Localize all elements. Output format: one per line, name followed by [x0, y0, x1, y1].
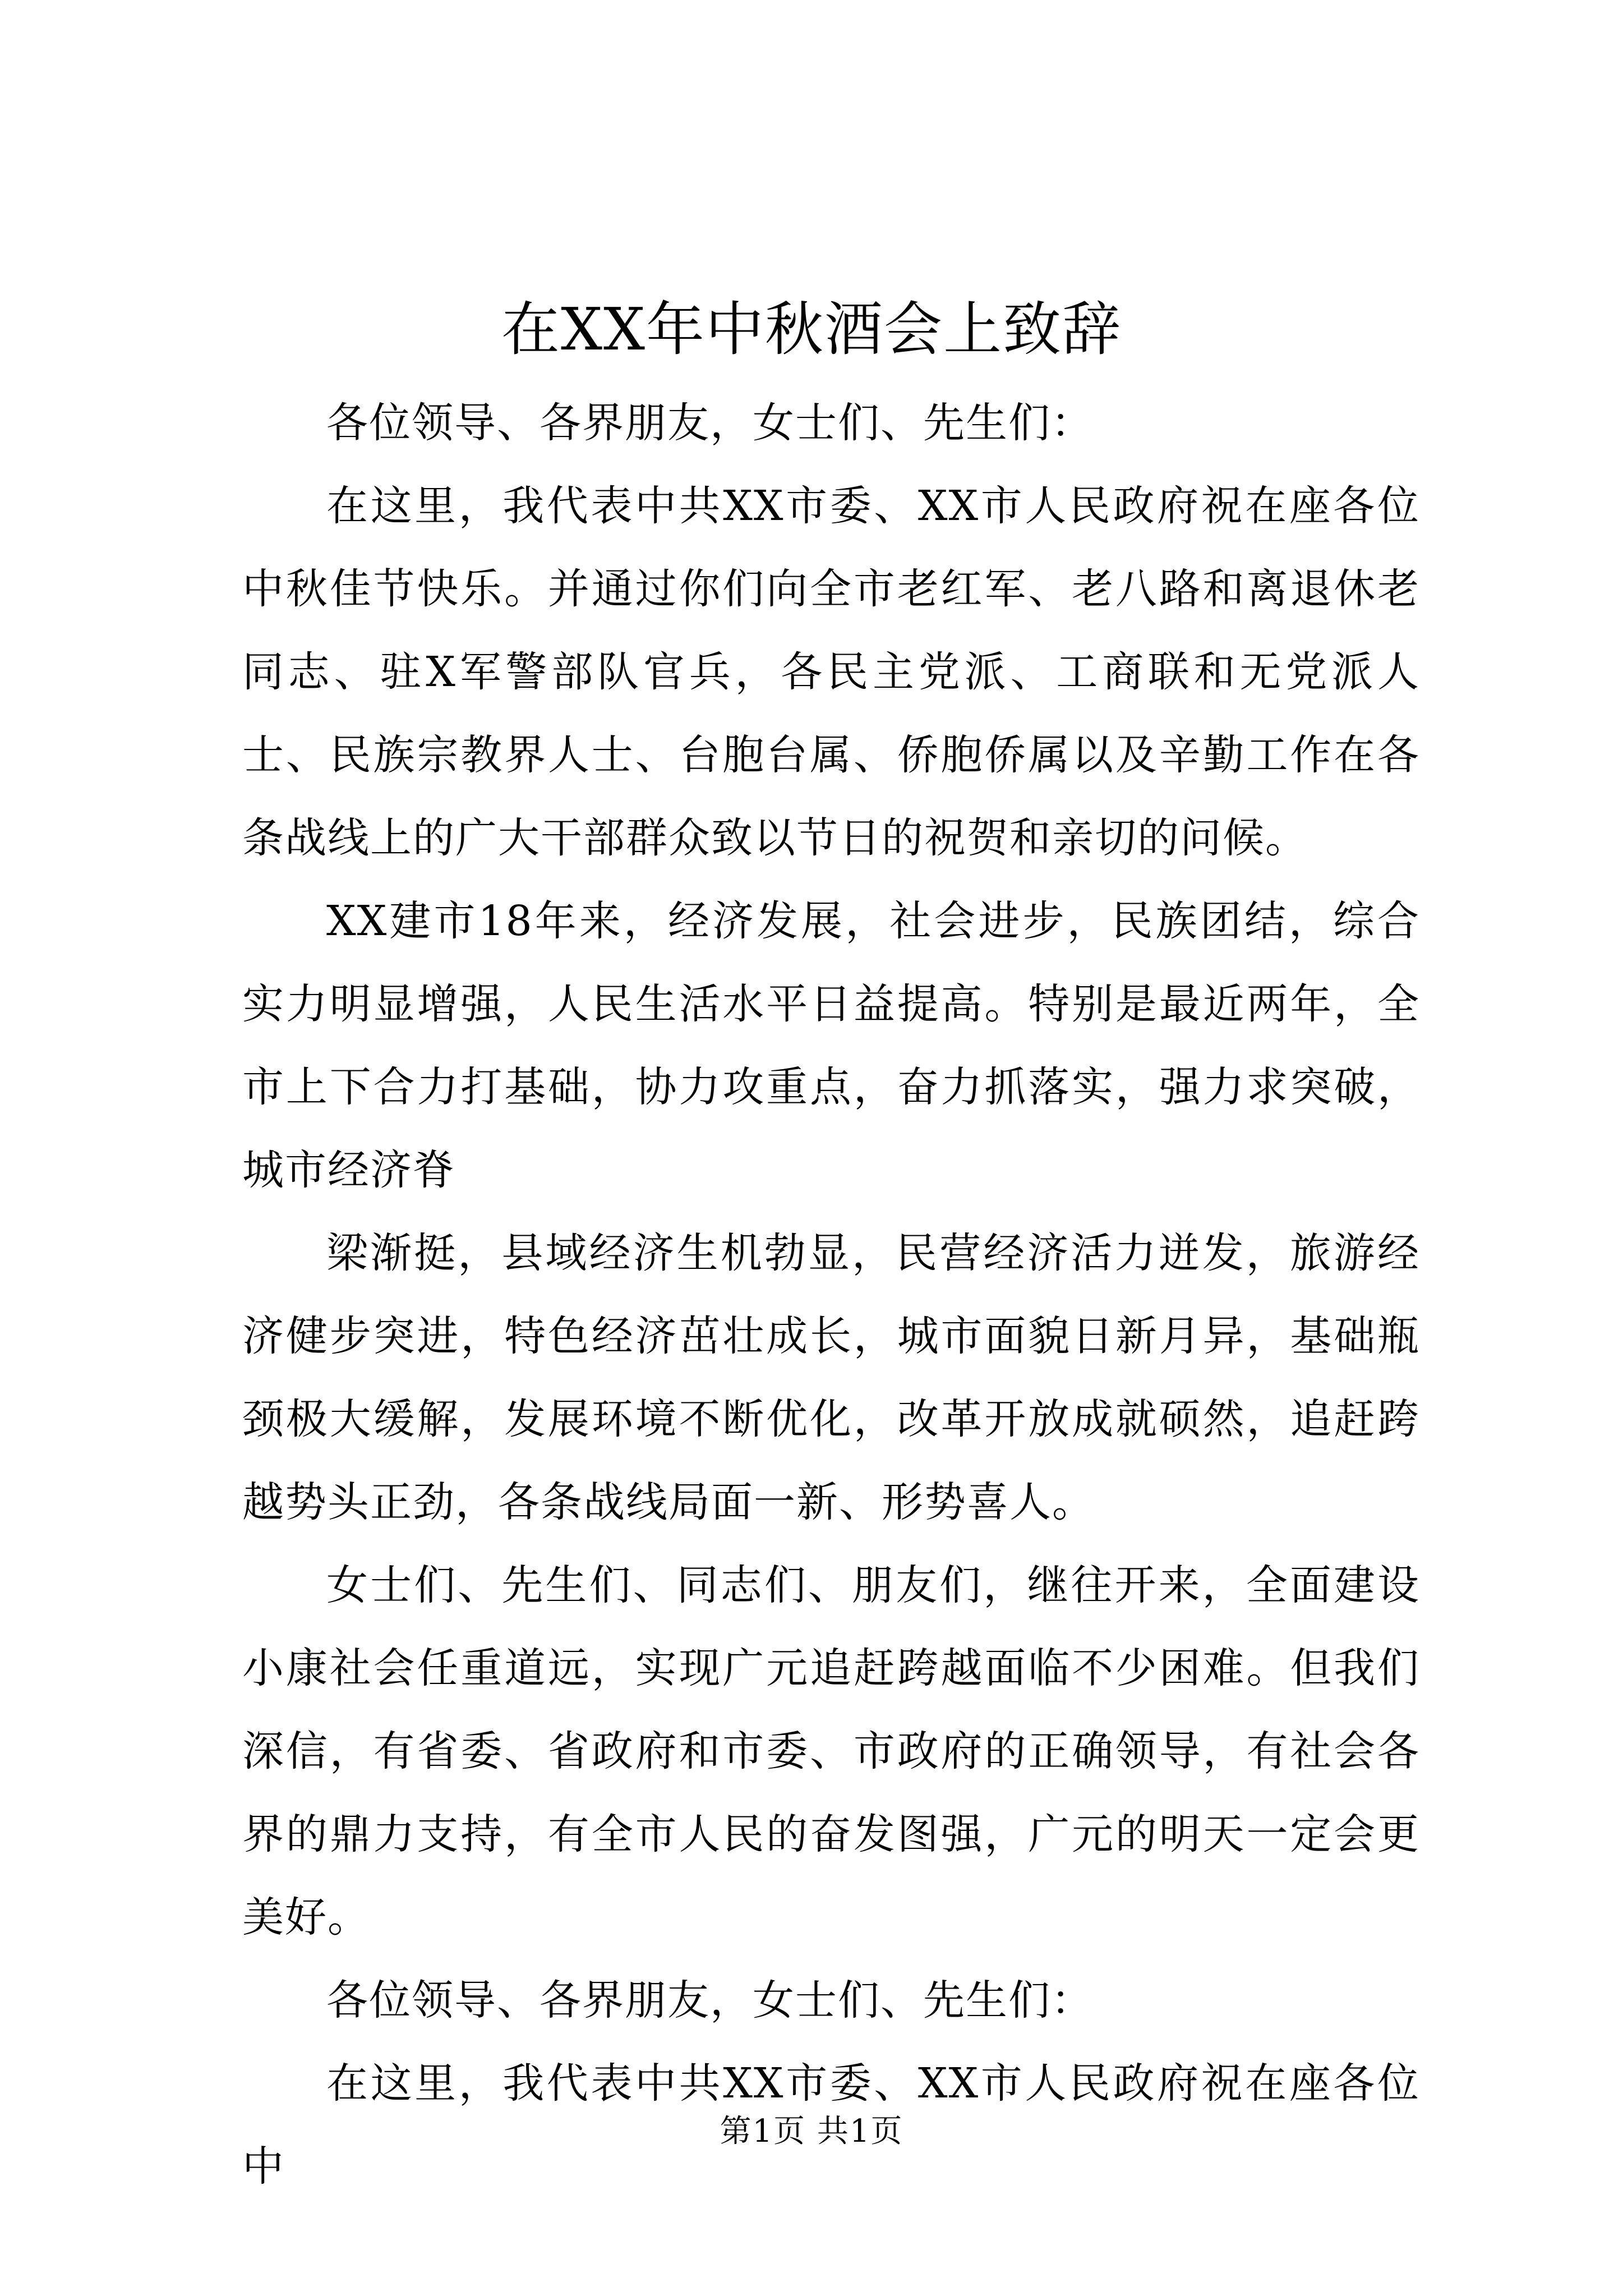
- paragraph-greeting-repeat: 各位领导、各界朋友，女士们、先生们：: [326, 1976, 1094, 2024]
- page-title: 在XX年中秋酒会上致辞: [501, 295, 1122, 364]
- paragraph-festival-wishes: 在这里，我代表中共XX市委、XX市人民政府祝在座各位中秋佳节快乐。并通过你们向全市老红军、老八路和离退休老同志、驻X军警部队官兵，各民主党派、工商联和无党派人士、民族宗教界人士、台胞台属、侨胞侨属以及辛勤工作在各条战线上的广大干部群众致以节日的祝贺和亲切的问候。: [242, 482, 1420, 862]
- paragraph-wishes-repeat: 在这里，我代表中共XX市委、XX市人民政府祝在座各位中: [242, 2059, 1420, 2191]
- paragraph-economy-achievements: 梁渐挺，县域经济生机勃显，民营经济活力迸发，旅游经济健步突进，特色经济茁壮成长，城市面貌日新月异，基础瓶颈极大缓解，发展环境不断优化，改革开放成就硕然，追赶跨越势头正劲，各条战线局面一新、形势喜人。: [242, 1229, 1420, 1526]
- document-body: [242, 381, 1420, 2208]
- paragraph-city-development: XX建市18年来，经济发展，社会进步，民族团结，综合实力明显增强，人民生活水平日益提高。特别是最近两年，全市上下合力打基础，协力攻重点，奋力抓落实，强力求突破，城市经济脊: [242, 897, 1420, 1194]
- paragraph-greeting: 各位领导、各界朋友，女士们、先生们：: [326, 399, 1094, 447]
- page-footer: 第1页 共1页: [720, 2113, 903, 2150]
- paragraph-outlook: 女士们、先生们、同志们、朋友们，继往开来，全面建设小康社会任重道远，实现广元追赶跨越面临不少困难。但我们深信，有省委、省政府和市委、市政府的正确领导，有社会各界的鼎力支持，有全市人民的奋发图强，广元的明天一定会更美好。: [242, 1561, 1420, 1941]
